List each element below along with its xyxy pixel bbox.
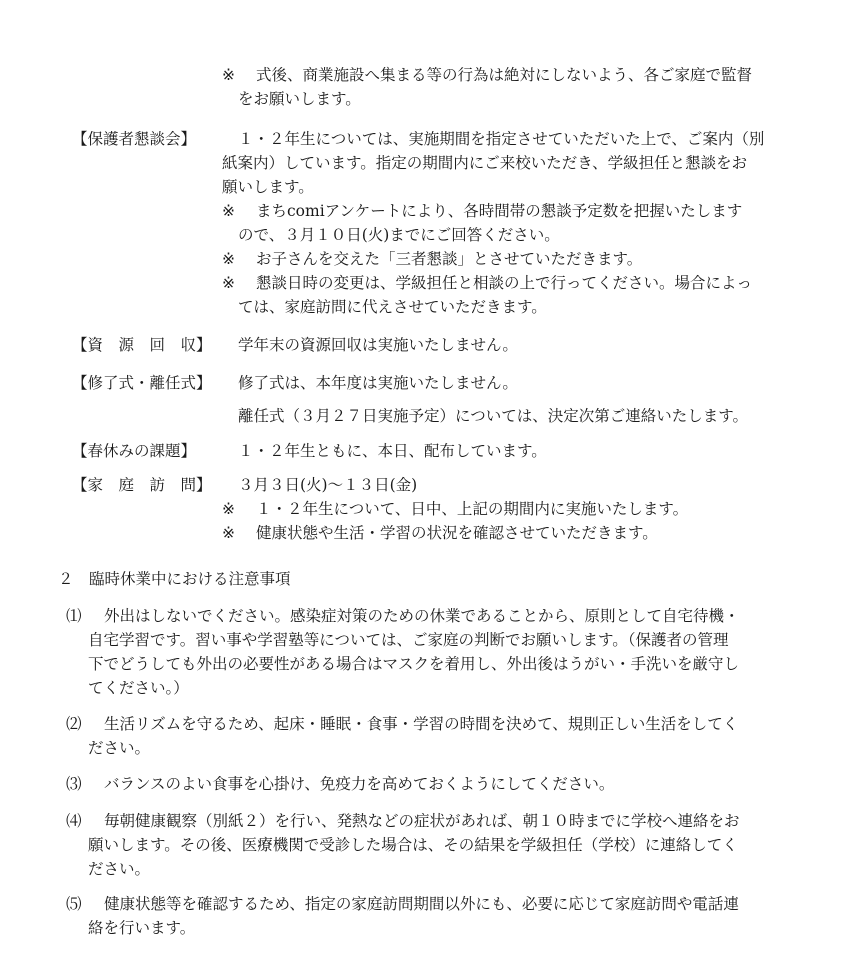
note-mark: ※: [222, 500, 235, 518]
ceremony-text: 離任式（３月２７日実施予定）については、決定次第ご連絡いたします。: [238, 407, 748, 425]
item-text: 絡を行います。: [88, 919, 196, 937]
note-text: ては、家庭訪問に代えさせていただきます。: [238, 298, 547, 316]
note-mark: ※: [222, 274, 235, 292]
meeting-label: 【保護者懇談会】: [72, 130, 197, 148]
note-mark: ※: [222, 524, 235, 542]
note-text: 式後、商業施設へ集まる等の行為は絶対にしないよう、各ご家庭で監督: [256, 66, 753, 84]
meeting-text: 願いします。: [222, 178, 314, 196]
item-number: ⑷: [66, 812, 82, 830]
item-number: ⑸: [66, 895, 82, 913]
ceremony-text: 修了式は、本年度は実施いたしません。: [238, 374, 518, 392]
item-text: 健康状態等を確認するため、指定の家庭訪問期間以外にも、必要に応じて家庭訪問や電話連: [104, 895, 739, 913]
note-text: をお願いします。: [238, 90, 361, 108]
note-mark: ※: [222, 202, 235, 220]
meeting-text: 紙案内）しています。指定の期間内にご来校いただき、学級担任と懇談をお: [222, 154, 748, 172]
recycling-text: 学年末の資源回収は実施いたしません。: [238, 336, 518, 354]
note-text: ので、３月１０日(火)までにご回答ください。: [238, 226, 560, 244]
note-text: 健康状態や生活・学習の状況を確認させていただきます。: [256, 524, 658, 542]
item-text: 外出はしないでください。感染症対策のための休業であることから、原則として自宅待機・: [104, 607, 740, 625]
item-text: ださい。: [88, 860, 151, 878]
item-text: 下でどうしても外出の必要性がある場合はマスクを着用し、外出後はうがい・手洗いを厳守し: [88, 655, 740, 673]
item-text: 生活リズムを守るため、起床・睡眠・食事・学習の時間を決めて、規則正しい生活をしてく: [104, 715, 739, 733]
item-number: ⑶: [66, 775, 82, 793]
visit-label: 【家 庭 訪 問】: [72, 476, 212, 494]
note-mark: ※: [222, 250, 235, 268]
note-text: まちcomiアンケートにより、各時間帯の懇談予定数を把握いたします: [256, 202, 743, 220]
visit-text: ３月３日(火)～１３日(金): [238, 476, 418, 494]
item-text: バランスのよい食事を心掛け、免疫力を高めておくようにしてください。: [104, 775, 615, 793]
recycling-label: 【資 源 回 収】: [72, 336, 212, 354]
homework-text: １・２年生ともに、本日、配布しています。: [238, 442, 547, 460]
note-text: 懇談日時の変更は、学級担任と相談の上で行ってください。場合によっ: [256, 274, 753, 292]
item-text: ださい。: [88, 739, 151, 757]
section-heading: ２ 臨時休業中における注意事項: [58, 570, 291, 588]
homework-label: 【春休みの課題】: [72, 442, 197, 460]
note-text: １・２年生について、日中、上記の期間内に実施いたします。: [256, 500, 689, 518]
item-text: てください。）: [88, 679, 189, 697]
note-text: お子さんを交えた「三者懇談」とさせていただきます。: [256, 250, 643, 268]
item-text: 自宅学習です。習い事や学習塾等については、ご家庭の判断でお願いします。（保護者の管理: [88, 631, 729, 649]
item-number: ⑴: [66, 607, 82, 625]
item-number: ⑵: [66, 715, 82, 733]
item-text: 願いします。その後、医療機関で受診した場合は、その結果を学級担任（学校）に連絡してく: [88, 836, 738, 854]
item-text: 毎朝健康観察（別紙２）を行い、発熱などの症状があれば、朝１０時までに学校へ連絡をお: [104, 812, 740, 830]
ceremony-label: 【修了式・離任式】: [72, 374, 212, 392]
meeting-text: １・２年生については、実施期間を指定させていただいた上で、ご案内（別: [238, 130, 765, 148]
note-mark: ※: [222, 66, 235, 84]
